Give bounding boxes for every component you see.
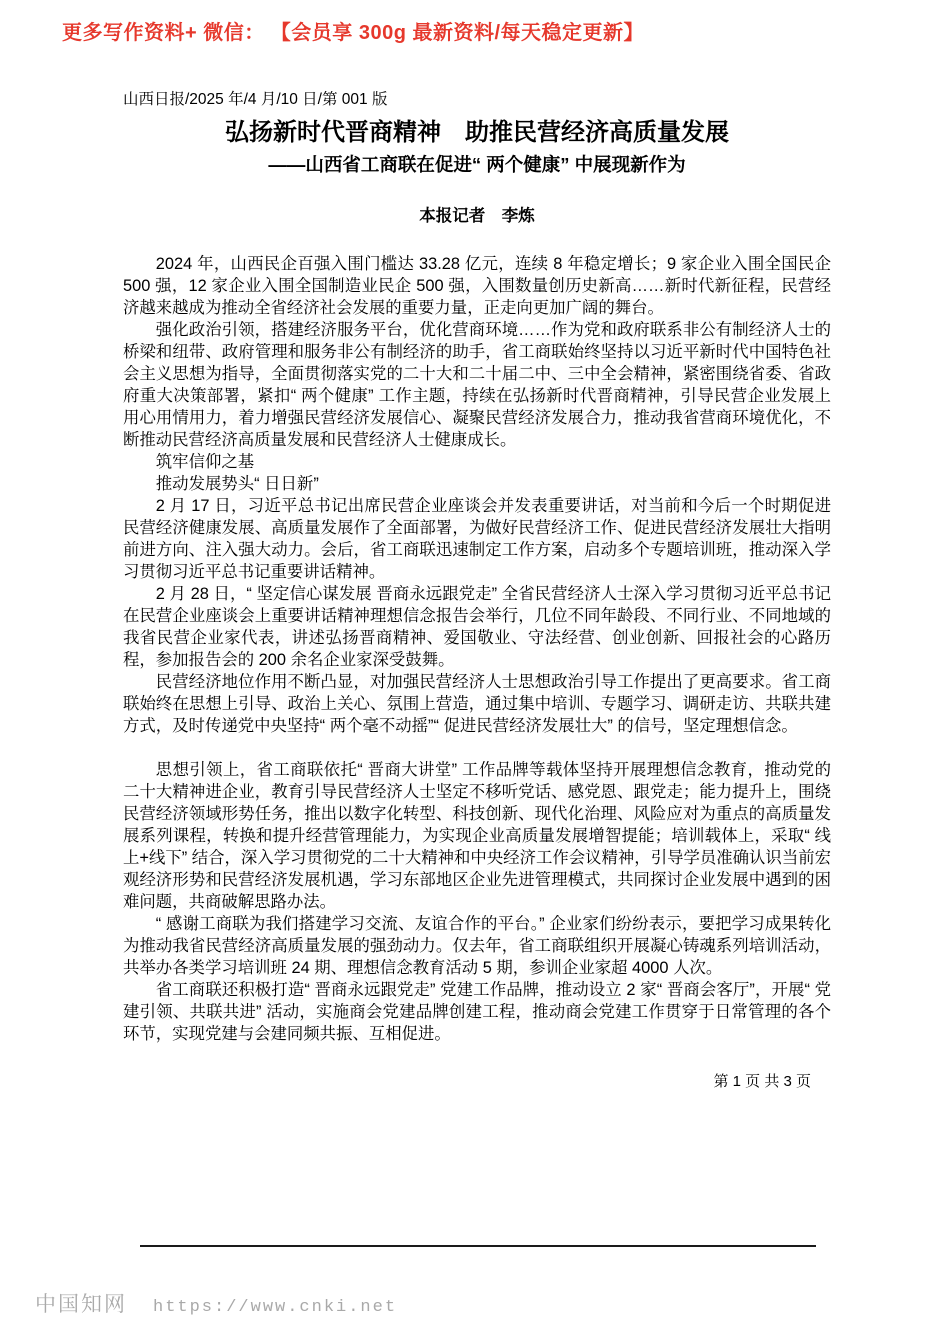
article-subtitle: ——山西省工商联在促进“ 两个健康” 中展现新作为 [268,154,686,175]
cnki-url: https://www.cnki.net [153,1298,398,1317]
footer-divider [140,1245,816,1247]
article-paragraph: “ 感谢工商联为我们搭建学习交流、友谊合作的平台。” 企业家们纷纷表示，要把学习成果转化为推动我省民营经济高质量发展的强劲动力。仅去年，省工商联组织开展凝心铸魂系列培训活动，共举办各类学习培训班 24 期、理想信念教育活动 5 期，参训企业家超 4000 人次。 [123,915,831,977]
article-paragraph: 省工商联还积极打造“ 晋商永远跟党走” 党建工作品牌，推动设立 2 家“ 晋商会客厅”，开展“ 党建引领、共联共进” 活动，实施商会党建品牌创建工程，推动商会党建工作贯穿于日常管理的各个环节，实现党建与会建同频共振、互相促进。 [123,981,831,1043]
byline: 本报记者 李炼 [419,207,535,225]
article [123,90,831,1092]
page-indicator: 第 1 页 共 3 页 [713,1073,811,1090]
article-paragraph: 2 月 28 日，“ 坚定信心谋发展 晋商永远跟党走” 全省民营经济人士深入学习贯彻习近平总书记在民营企业座谈会上重要讲话精神理想信念报告会举行，几位不同年龄段、不同行业、不同地域的我省民营企业家代表，讲述弘扬晋商精神、爱国敬业、守法经营、创业创新、回报社会的心路历程，参加报告会的 200 余名企业家深受鼓舞。 [123,585,831,669]
article-title: 弘扬新时代晋商精神 助推民营经济高质量发展 [225,119,729,146]
dateline: 山西日报/2025 年/4 月/10 日/第 001 版 [123,91,388,108]
article-paragraph: 2024 年，山西民企百强入围门槛达 33.28 亿元，连续 8 年稳定增长；9 家企业入围全国民企 500 强，12 家企业入围全国制造业民企 500 强，入围数量创历史新高……新时代新征程，民营经济越来越成为推动全省经济社会发展的重要力量，正走向更加广阔的舞台。 [123,255,831,317]
article-paragraph: 思想引领上，省工商联依托“ 晋商大讲堂” 工作品牌等载体坚持开展理想信念教育，推动党的二十大精神进企业，教育引导民营经济人士坚定不移听党话、感党恩、跟党走；能力提升上，围绕民营经济领域形势任务，推出以数字化转型、科技创新、现代化治理、风险应对为重点的高质量发展系列课程，转换和提升经营管理能力，为实现企业高质量发展增智提能；培训载体上，采取“ 线上+线下” 结合，深入学习贯彻党的二十大精神和中央经济工作会议精神，引导学员准确认识当前宏观经济形势和民营经济发展机遇，学习东部地区企业先进管理模式，共同探讨企业发展中遇到的困难问题，共商破解思路办法。 [123,761,831,911]
cnki-logo-text: 中国知网 [35,1292,127,1316]
article-body [123,253,831,1045]
section-heading: 推动发展势头“ 日日新” [155,475,319,493]
section-heading: 筑牢信仰之基 [155,453,255,471]
watermark [35,1288,397,1318]
article-paragraph: 民营经济地位作用不断凸显，对加强民营经济人士思想政治引导工作提出了更高要求。省工商联始终在思想上引导、政治上关心、氛围上营造，通过集中培训、专题学习、调研走访、共联共建方式，及时传递党中央坚持“ 两个毫不动摇”“ 促进民营经济发展壮大” 的信号，坚定理想信念。 [123,673,831,735]
article-paragraph: 2 月 17 日，习近平总书记出席民营企业座谈会并发表重要讲话，对当前和今后一个时期促进民营经济健康发展、高质量发展作了全面部署，为做好民营经济工作、促进民营经济发展壮大指明前进方向、注入强大动力。会后，省工商联迅速制定工作方案，启动多个专题培训班，推动深入学习贯彻习近平总书记重要讲话精神。 [123,497,831,581]
article-paragraph: 强化政治引领，搭建经济服务平台，优化营商环境……作为党和政府联系非公有制经济人士的桥梁和纽带、政府管理和服务非公有制经济的助手，省工商联始终坚持以习近平新时代中国特色社会主义思想为指导，全面贯彻落实党的二十大和二十届二中、三中全会精神，紧密围绕省委、省政府重大决策部署，紧扣“ 两个健康” 工作主题，持续在弘扬新时代晋商精神，引导民营企业发展上用心用情用力，着力增强民营经济发展信心、凝聚民营经济发展合力，推动我省营商环境优化，不断推动民营经济高质量发展和民营经济人士健康成长。 [123,321,831,449]
promo-banner-text: 更多写作资料+ 微信： 【会员享 300g 最新资料/每天稳定更新】 [62,22,645,44]
